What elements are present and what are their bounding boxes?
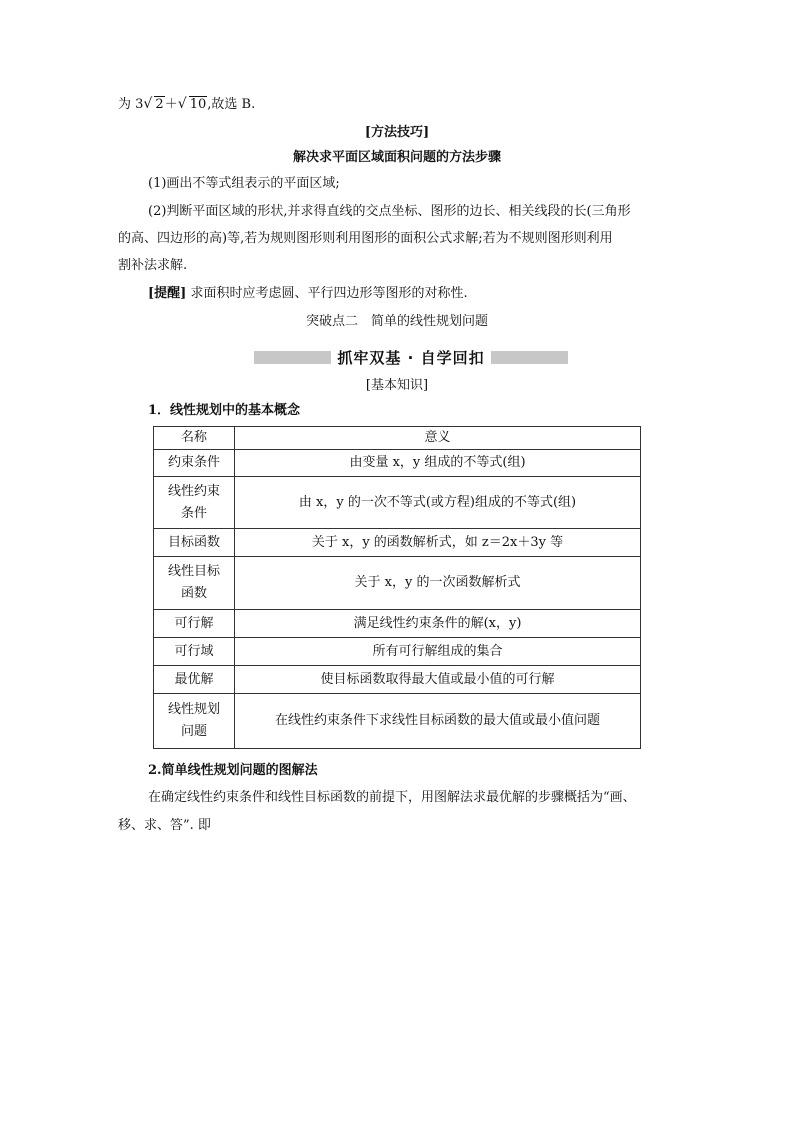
table-row (154, 638, 641, 666)
row-meaning: 由 x，y 的一次不等式(或方程)组成的不等式(组) (235, 477, 641, 529)
tip-label: [提醒] (148, 286, 187, 301)
method-step-2-line-1: (2)判断平面区域的形状,并求得直线的交点坐标、图形的边长、相关线段的长(三角形 (148, 204, 631, 219)
item-2-paragraph-line-2: 移、求、答”. 即 (118, 818, 211, 833)
sqrt-2: √ 2 (145, 96, 164, 114)
row-name: 线性规划 问题 (154, 694, 235, 749)
row-name: 线性约束 条件 (154, 477, 235, 529)
row-name: 目标函数 (154, 529, 235, 557)
table-row (154, 477, 641, 529)
row-name: 可行域 (154, 638, 235, 666)
table-header-name: 名称 (154, 427, 235, 450)
answer-plus: ＋ (164, 97, 178, 112)
section-title: 突破点二 简单的线性规划问题 (305, 314, 488, 329)
row-meaning: 所有可行解组成的集合 (235, 638, 641, 666)
row-meaning: 关于 x，y 的一次函数解析式 (235, 557, 641, 610)
tip-text: 求面积时应考虑圆、平行四边形等图形的对称性. (190, 286, 468, 301)
row-meaning: 由变量 x，y 组成的不等式(组) (235, 450, 641, 477)
table-row (154, 610, 641, 638)
item-2-paragraph-line-1: 在确定线性约束条件和线性目标函数的前提下，用图解法求最优解的步骤概括为“画、 (148, 790, 636, 805)
table-header-meaning: 意义 (235, 427, 641, 450)
answer-prefix: 为 3 (118, 97, 144, 112)
method-subheading: 解决求平面区域面积问题的方法步骤 (292, 150, 501, 165)
item-2-heading: 2.简单线性规划问题的图解法 (148, 763, 318, 778)
answer-suffix: ,故选 B. (207, 97, 256, 112)
row-name: 线性目标 函数 (154, 557, 235, 610)
table-row (154, 666, 641, 694)
table-row (154, 450, 641, 477)
row-meaning: 在线性约束条件下求线性目标函数的最大值或最小值问题 (235, 694, 641, 749)
table-header-row (154, 427, 641, 450)
banner-title: 抓牢双基 · 自学回扣 (337, 348, 485, 367)
method-step-2-line-3: 割补法求解. (118, 258, 188, 273)
section-banner (254, 346, 568, 368)
method-heading: [方法技巧] (364, 125, 430, 140)
method-step-2-line-2: 的高、四边形的高)等,若为规则图形则利用图形的面积公式求解;若为不规则图形则利用 (118, 231, 613, 246)
row-name: 可行解 (154, 610, 235, 638)
table-row (154, 694, 641, 749)
banner-bar-left (254, 351, 331, 364)
row-name: 约束条件 (154, 450, 235, 477)
row-meaning: 使目标函数取得最大值或最小值的可行解 (235, 666, 641, 694)
basic-knowledge-heading: [基本知识] (365, 378, 429, 393)
concept-table (153, 426, 641, 749)
table-row (154, 529, 641, 557)
row-meaning: 满足线性约束条件的解(x，y) (235, 610, 641, 638)
sqrt-10: √ 10 (180, 96, 208, 114)
tip-line (148, 285, 468, 303)
method-step-1: (1)画出不等式组表示的平面区域; (148, 176, 340, 191)
row-name: 最优解 (154, 666, 235, 694)
row-meaning: 关于 x，y 的函数解析式，如 z＝2x＋3y 等 (235, 529, 641, 557)
banner-bar-right (491, 351, 568, 364)
item-1-heading: 1．线性规划中的基本概念 (148, 403, 301, 418)
answer-line (118, 96, 255, 114)
table-row (154, 557, 641, 610)
